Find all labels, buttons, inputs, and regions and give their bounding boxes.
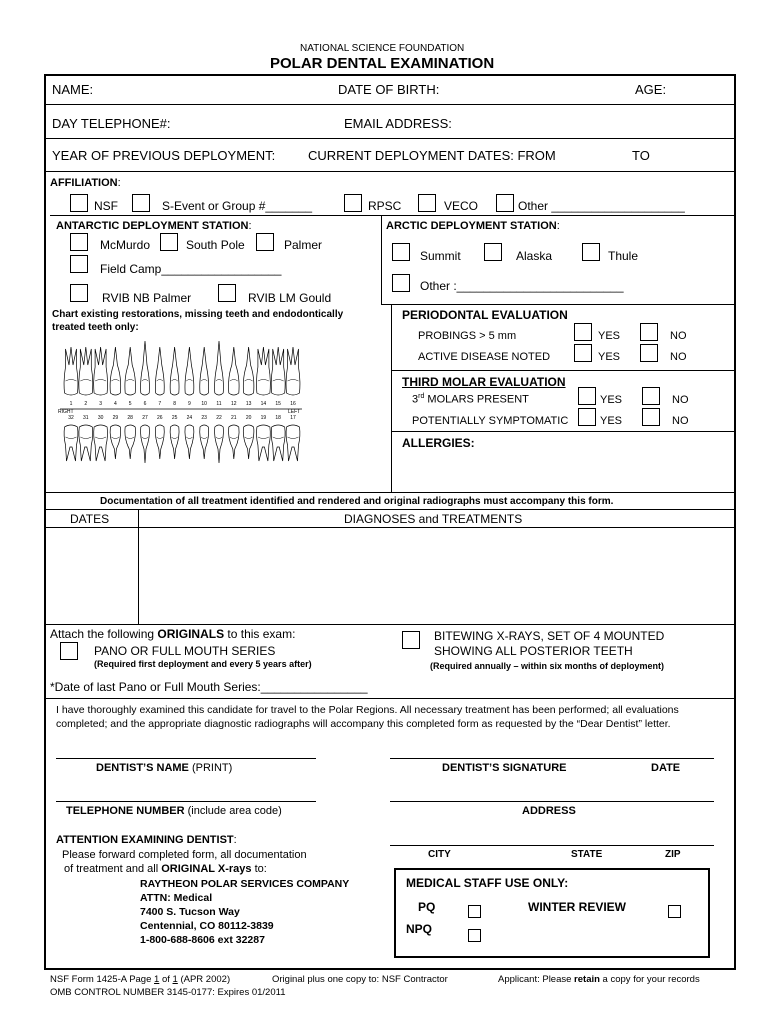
telephone-n: (include area code) [184, 805, 282, 817]
symptomatic-label: POTENTIALLY SYMPTOMATIC [412, 415, 569, 427]
lower-tooth-number: 19 [260, 415, 267, 421]
form-title: POLAR DENTAL EXAMINATION [270, 55, 495, 72]
antarctic-title [56, 220, 252, 232]
telephone-label [66, 805, 282, 817]
lower-tooth-number: 29 [112, 415, 119, 421]
lower-tooth-number: 25 [171, 415, 178, 421]
symptomatic-yes-checkbox[interactable] [578, 408, 596, 426]
rviblm-checkbox[interactable] [218, 284, 236, 302]
upper-tooth-number: 15 [275, 401, 281, 407]
upper-tooth[interactable] [215, 341, 224, 395]
city-state-zip-line[interactable] [390, 845, 714, 846]
lower-tooth-number: 27 [142, 415, 148, 421]
bitewing-label-1: BITEWING X-RAYS, SET OF 4 MOUNTED [434, 629, 665, 643]
attention-line-2 [64, 863, 267, 875]
divider [391, 304, 392, 492]
active-yes-checkbox[interactable] [574, 344, 592, 362]
lower-tooth-number: 32 [68, 415, 74, 421]
sevent-label: S-Event or Group #_______ [162, 199, 313, 213]
upper-tooth[interactable] [256, 347, 270, 395]
other-arctic-checkbox[interactable] [392, 274, 410, 292]
divider [391, 370, 736, 371]
last-pano-label: *Date of last Pano or Full Mouth Series:________________ [50, 680, 368, 694]
other-affil-label: Other ____________________ [518, 199, 685, 213]
palmer-label: Palmer [284, 238, 323, 252]
upper-tooth-number: 5 [128, 401, 132, 407]
agency-name: NATIONAL SCIENCE FOUNDATION [300, 43, 465, 54]
thule-checkbox[interactable] [582, 243, 600, 261]
omb-control: OMB CONTROL NUMBER 3145-0177: Expires 01/2011 [50, 987, 286, 998]
upper-tooth-number: 3 [99, 401, 102, 407]
medical-staff-title: MEDICAL STAFF USE ONLY: [406, 876, 569, 890]
dates-header: DATES [70, 512, 110, 526]
upper-tooth-number: 9 [188, 401, 191, 407]
attention-l2-pre: of treatment and all [64, 863, 162, 875]
upper-tooth-number: 12 [231, 401, 237, 407]
tooth-chart[interactable] [56, 335, 308, 465]
rvibnb-checkbox[interactable] [70, 284, 88, 302]
lower-tooth[interactable] [185, 425, 194, 459]
upper-tooth-number: 1 [69, 401, 73, 407]
perio-title: PERIODONTAL EVALUATION [402, 308, 568, 322]
active-no-label: NO [670, 351, 687, 363]
alaska-label: Alaska [516, 249, 553, 263]
upper-tooth-number: 10 [201, 401, 207, 407]
divider [44, 138, 736, 139]
upper-tooth-number: 11 [216, 401, 222, 407]
address-label: ADDRESS [522, 805, 576, 817]
lower-tooth[interactable] [94, 425, 108, 461]
lower-tooth-numbers [68, 415, 296, 421]
dentist-name-b: DENTIST’S NAME [96, 762, 189, 774]
lower-tooth[interactable] [215, 425, 224, 463]
dentist-signature-label: DENTIST’S SIGNATURE [442, 762, 567, 774]
rviblm-label: RVIB LM Gould [248, 291, 332, 305]
upper-tooth-number: 14 [260, 401, 267, 407]
lower-tooth-number: 21 [231, 415, 237, 421]
lower-tooth-number: 22 [216, 415, 222, 421]
divider [44, 698, 736, 699]
upper-tooth[interactable] [94, 347, 108, 395]
arctic-title-text: ARCTIC DEPLOYMENT STATION [386, 220, 557, 232]
molars-present-num: 3 [412, 393, 419, 406]
dentist-name-n: (PRINT) [188, 762, 233, 774]
applicant-pre: Applicant: Please [498, 974, 575, 985]
probings-yes-checkbox[interactable] [574, 323, 592, 341]
telephone-line[interactable] [56, 801, 316, 802]
allergies-label: ALLERGIES: [402, 436, 475, 450]
lower-tooth-number: 20 [245, 415, 252, 421]
pq-checkbox[interactable] [468, 905, 481, 918]
molars-present-label [412, 393, 529, 406]
lower-tooth[interactable] [141, 425, 150, 463]
fieldcamp-label: Field Camp__________________ [100, 262, 282, 276]
curr-deploy-label: CURRENT DEPLOYMENT DATES: FROM [308, 148, 556, 163]
name-label: NAME: [52, 82, 94, 97]
upper-tooth[interactable] [125, 347, 136, 395]
upper-tooth[interactable] [79, 347, 93, 395]
lower-tooth[interactable] [229, 425, 240, 459]
divider [381, 215, 382, 305]
upper-tooth[interactable] [200, 347, 209, 395]
upper-tooth-number: 6 [143, 401, 147, 407]
page-of: of [159, 974, 173, 985]
form-number-pre: NSF Form 1425-A Page [50, 974, 155, 985]
upper-tooth[interactable] [110, 347, 121, 395]
divider [44, 624, 736, 625]
lower-tooth[interactable] [110, 425, 121, 459]
probings-no-label: NO [670, 330, 687, 342]
diagnoses-column[interactable] [140, 528, 734, 623]
npq-checkbox[interactable] [468, 929, 481, 942]
molars-present-sup: rd [418, 393, 425, 400]
probings-no-checkbox[interactable] [640, 323, 658, 341]
zip-label: ZIP [665, 849, 681, 860]
npq-label: NPQ [406, 922, 433, 936]
state-label: STATE [571, 849, 603, 860]
date-label: DATE [651, 762, 681, 774]
winter-review-checkbox[interactable] [668, 905, 681, 918]
southpole-label: South Pole [186, 238, 245, 252]
molars-no-checkbox[interactable] [642, 387, 660, 405]
symptomatic-no-label: NO [672, 415, 689, 427]
lower-tooth-number: 18 [275, 415, 281, 421]
upper-tooth[interactable] [243, 347, 254, 395]
telephone-b: TELEPHONE NUMBER [66, 805, 185, 817]
attention-l2-post: to: [251, 863, 267, 875]
probings-yes-label: YES [598, 330, 621, 342]
lower-tooth-number: 24 [186, 415, 193, 421]
other-affil-checkbox[interactable] [496, 194, 514, 212]
applicant-b: retain [574, 974, 600, 985]
raytheon-address [140, 877, 349, 947]
lower-tooth[interactable] [125, 425, 136, 459]
summit-checkbox[interactable] [392, 243, 410, 261]
address-line-3: 7400 S. Tucson Way [140, 906, 240, 918]
applicant-post: a copy for your records [599, 974, 700, 985]
divider [44, 171, 736, 172]
upper-tooth[interactable] [229, 347, 240, 395]
upper-tooth-numbers [70, 401, 296, 407]
antarctic-title-text: ANTARCTIC DEPLOYMENT STATION [56, 220, 249, 232]
divider [44, 104, 736, 105]
certification-line-1: I have thoroughly examined this candidate for travel to the Polar Regions. All necessary treatment has been performed; all evaluations [56, 704, 679, 716]
sevent-checkbox[interactable] [132, 194, 150, 212]
lower-tooth[interactable] [170, 425, 179, 459]
city-label: CITY [428, 849, 451, 860]
upper-tooth-number: 8 [173, 401, 176, 407]
address-line-4: Centennial, CO 80112-3839 [140, 920, 274, 932]
left-label: LEFT [288, 409, 301, 415]
lower-tooth[interactable] [200, 425, 209, 459]
page-num: 1 [154, 974, 160, 985]
alaska-checkbox[interactable] [484, 243, 502, 261]
dates-column[interactable] [46, 528, 137, 623]
southpole-checkbox[interactable] [160, 233, 178, 251]
lower-tooth[interactable] [155, 425, 164, 459]
upper-tooth[interactable] [141, 341, 150, 395]
phone-label: DAY TELEPHONE#: [52, 116, 171, 131]
upper-tooth-number: 2 [84, 401, 88, 407]
upper-tooth-number: 4 [114, 401, 117, 407]
upper-tooth[interactable] [271, 347, 285, 395]
attention-l2-b: ORIGINAL X-rays [161, 863, 252, 875]
divider [138, 509, 139, 527]
form-number-post: (APR 2002) [177, 974, 231, 985]
upper-tooth[interactable] [155, 347, 164, 395]
rpsc-checkbox[interactable] [344, 194, 362, 212]
diagnoses-header: DIAGNOSES and TREATMENTS [344, 512, 523, 526]
arctic-colon: : [556, 220, 560, 232]
upper-tooth[interactable] [170, 347, 179, 395]
winter-review-label: WINTER REVIEW [528, 900, 626, 914]
molars-no-label: NO [672, 394, 689, 406]
symptomatic-no-checkbox[interactable] [642, 408, 660, 426]
form-number [50, 974, 230, 985]
lower-tooth[interactable] [286, 425, 300, 461]
thirdmolar-title: THIRD MOLAR EVALUATION [402, 375, 566, 389]
other-arctic-label: Other :_________________________ [420, 279, 624, 293]
molars-present-text: MOLARS PRESENT [424, 393, 529, 406]
upper-teeth [64, 341, 300, 395]
affiliation-label [50, 177, 121, 189]
right-label: RIGHT [58, 409, 74, 415]
rvibnb-label: RVIB NB Palmer [102, 291, 192, 305]
attention-title-b: ATTENTION EXAMINING DENTIST [56, 834, 234, 846]
dentist-name-line[interactable] [56, 758, 316, 759]
summit-label: Summit [420, 249, 461, 263]
fieldcamp-checkbox[interactable] [70, 255, 88, 273]
chart-instructions-2: treated teeth only: [52, 322, 139, 333]
probings-label: PROBINGS > 5 mm [418, 330, 517, 342]
address-line-1: RAYTHEON POLAR SERVICES COMPANY [140, 878, 350, 890]
divider [381, 304, 736, 305]
dentist-signature-line[interactable] [390, 758, 714, 759]
to-label: TO [632, 148, 650, 163]
nsf-label: NSF [94, 199, 118, 213]
address-line[interactable] [390, 801, 714, 802]
upper-tooth-number: 7 [158, 401, 162, 407]
email-label: EMAIL ADDRESS: [344, 116, 452, 131]
lower-tooth-number: 23 [201, 415, 207, 421]
address-line-5: 1-800-688-8606 ext 32287 [140, 934, 265, 946]
age-label: AGE: [635, 82, 667, 97]
applicant-note [498, 974, 700, 985]
affiliation-title: AFFILIATION [50, 177, 118, 189]
address-line-2: ATTN: Medical [140, 892, 213, 904]
divider [44, 509, 736, 510]
affiliation-colon: : [117, 177, 121, 189]
rpsc-label: RPSC [368, 199, 402, 213]
attention-title [56, 834, 237, 846]
divider [50, 215, 736, 216]
pano-label: PANO OR FULL MOUTH SERIES [94, 644, 276, 658]
pano-requirement: (Required first deployment and every 5 years after) [94, 659, 312, 669]
lower-tooth[interactable] [243, 425, 254, 459]
lower-tooth-number: 31 [83, 415, 89, 421]
prev-deploy-label: YEAR OF PREVIOUS DEPLOYMENT: [52, 148, 276, 163]
mcmurdo-checkbox[interactable] [70, 233, 88, 251]
veco-label: VECO [444, 199, 479, 213]
nsf-checkbox[interactable] [70, 194, 88, 212]
page-total: 1 [172, 974, 178, 985]
dob-label: DATE OF BIRTH: [338, 82, 440, 97]
lower-tooth-number: 28 [127, 415, 133, 421]
divider [138, 527, 139, 624]
lower-tooth[interactable] [79, 425, 93, 461]
upper-tooth[interactable] [64, 347, 78, 395]
dentist-name-label [96, 762, 232, 774]
chart-instructions-1: Chart existing restorations, missing teeth and endodontically [52, 309, 344, 320]
divider [391, 431, 736, 432]
lower-tooth-number: 26 [157, 415, 163, 421]
mcmurdo-label: McMurdo [100, 238, 151, 252]
bitewing-checkbox[interactable] [402, 631, 420, 649]
attach-originals-b: ORIGINALS [157, 627, 225, 641]
molars-yes-label: YES [600, 394, 623, 406]
upper-tooth[interactable] [185, 347, 194, 395]
symptomatic-yes-label: YES [600, 415, 623, 427]
attention-line-1: Please forward completed form, all documentation [62, 849, 307, 861]
bitewing-requirement: (Required annually – within six months of deployment) [430, 661, 665, 671]
bitewing-label-2: SHOWING ALL POSTERIOR TEETH [434, 644, 633, 658]
upper-tooth[interactable] [286, 347, 300, 395]
lower-tooth-number: 17 [290, 415, 296, 421]
active-label: ACTIVE DISEASE NOTED [418, 351, 551, 363]
antarctic-colon: : [248, 220, 252, 232]
copy-note: Original plus one copy to: NSF Contractor [272, 974, 448, 985]
divider [44, 492, 736, 493]
attach-post: to this exam: [224, 627, 296, 641]
lower-tooth[interactable] [256, 425, 270, 461]
attach-originals [50, 627, 295, 641]
documentation-note: Documentation of all treatment identified and rendered and original radiographs must accompany this form. [100, 496, 614, 507]
molars-yes-checkbox[interactable] [578, 387, 596, 405]
upper-tooth-number: 13 [245, 401, 252, 407]
lower-tooth[interactable] [271, 425, 285, 461]
lower-tooth[interactable] [64, 425, 78, 461]
arctic-title [386, 220, 560, 232]
active-yes-label: YES [598, 351, 621, 363]
certification-line-2: completed; and the appropriate diagnostic radiographs will accompany this completed form as requested by the “Dear Dentist” letter. [56, 718, 671, 730]
upper-tooth-number: 16 [290, 401, 296, 407]
veco-checkbox[interactable] [418, 194, 436, 212]
attention-colon: : [233, 834, 237, 846]
thule-label: Thule [608, 249, 639, 263]
lower-teeth [64, 425, 300, 463]
pano-checkbox[interactable] [60, 642, 78, 660]
attach-pre: Attach the following [50, 627, 158, 641]
palmer-checkbox[interactable] [256, 233, 274, 251]
pq-label: PQ [418, 900, 436, 914]
lower-tooth-number: 30 [97, 415, 104, 421]
active-no-checkbox[interactable] [640, 344, 658, 362]
